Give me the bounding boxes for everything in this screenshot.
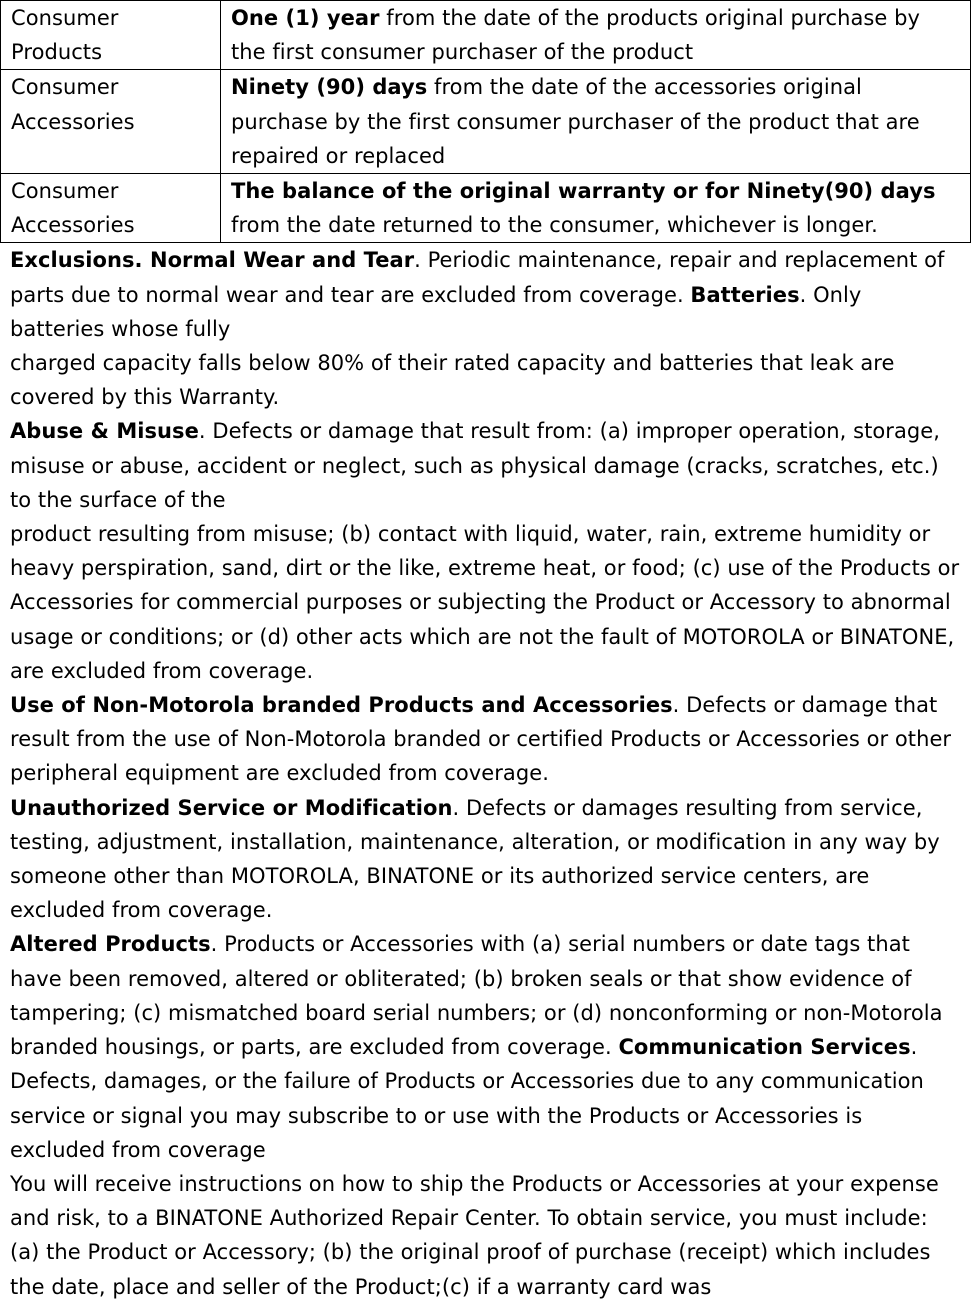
batteries-paragraph-continued: charged capacity falls below 80% of their rated capacity and batteries that leak are covered by this Warranty. (10, 351, 895, 410)
unauthorized-text: . Defects or damages resulting from service, testing, adjustment, installation, maintenance, alteration, or modification in any way by someone other than MOTOROLA, BINATONE or its authorized service centers, are excluded from coverage. (10, 795, 940, 923)
period-description: from the date returned to the consumer, whichever is longer. (231, 213, 878, 238)
abuse-paragraph (10, 414, 961, 517)
period-term: One (1) year (231, 6, 380, 30)
non-motorola-heading: Use of Non-Motorola branded Products and Accessories (10, 693, 673, 718)
communication-heading: Communication Services (618, 1035, 911, 1060)
category-cell: Consumer Accessories (1, 174, 221, 243)
table-row (1, 70, 971, 174)
exclusions-heading: Exclusions. Normal Wear and Tear (10, 248, 415, 273)
shipping-paragraph: You will receive instructions on how to ship the Products or Accessories at your expense and risk, to a BINATONE Authorized Repair Center. To obtain service, you must include: (a) the Product or Accessory; (b) the original proof of purchase (receipt) which includes the date, place and seller of the Product;(c) if a warranty card was (10, 1171, 939, 1299)
warranty-exclusions-text (0, 243, 971, 1303)
altered-paragraph (10, 927, 961, 1166)
warranty-period-table (0, 0, 971, 243)
unauthorized-heading: Unauthorized Service or Modification (10, 795, 453, 820)
period-cell (221, 70, 971, 174)
non-motorola-text: . Defects or damage that result from the use of Non-Motorola branded or certified Products or Accessories or other peripheral equipment are excluded from coverage. (10, 693, 952, 786)
exclusions-text: . Periodic maintenance, repair and replacement of parts due to normal wear and tear are excluded from coverage. (10, 248, 945, 307)
communication-text: . Defects, damages, or the failure of Products or Accessories due to any communication service or signal you may subscribe to or use with the Products or Accessories is excluded from coverage (10, 1035, 924, 1162)
batteries-text: . Only batteries whose fully (10, 282, 862, 341)
category-cell: Consumer Products (1, 1, 221, 70)
exclusions-paragraph (10, 243, 961, 346)
batteries-heading: Batteries (690, 282, 800, 307)
period-description: from the date of the accessories original purchase by the first consumer purchaser of the product that are repaired or replaced (231, 75, 920, 168)
table-row (1, 174, 971, 243)
table-row (1, 1, 971, 70)
period-term: The balance of the original warranty or for Ninety(90) days (231, 179, 936, 204)
period-cell (221, 1, 971, 70)
period-description: from the date of the products original purchase by the first consumer purchaser of the product (231, 6, 920, 65)
altered-text: . Products or Accessories with (a) serial numbers or date tags that have been removed, altered or obliterated; (b) broken seals or that show evidence of tampering; (c) mismatched board serial numbers; or (d) nonconforming or non-Motorola branded housings, or parts, are excluded from coverage. (10, 932, 943, 1060)
non-motorola-paragraph (10, 688, 961, 791)
abuse-paragraph-continued: product resulting from misuse; (b) contact with liquid, water, rain, extreme humidity or heavy perspiration, sand, dirt or the like, extreme heat, or food; (c) use of the Products or Accessories for commercial purposes or subjecting the Product or Accessory to abnormal usage or conditions; or (d) other acts which are not the fault of MOTOROLA or BINATONE, are excluded from coverage. (10, 522, 960, 683)
unauthorized-paragraph (10, 791, 961, 928)
altered-heading: Altered Products (10, 932, 211, 957)
category-cell: Consumer Accessories (1, 70, 221, 174)
abuse-heading: Abuse & Misuse (10, 419, 199, 444)
period-cell (221, 174, 971, 243)
abuse-text: . Defects or damage that result from: (a) improper operation, storage, misuse or abuse, accident or neglect, such as physical damage (cracks, scratches, etc.) to the surface of the (10, 419, 940, 512)
period-term: Ninety (90) days (231, 75, 428, 100)
